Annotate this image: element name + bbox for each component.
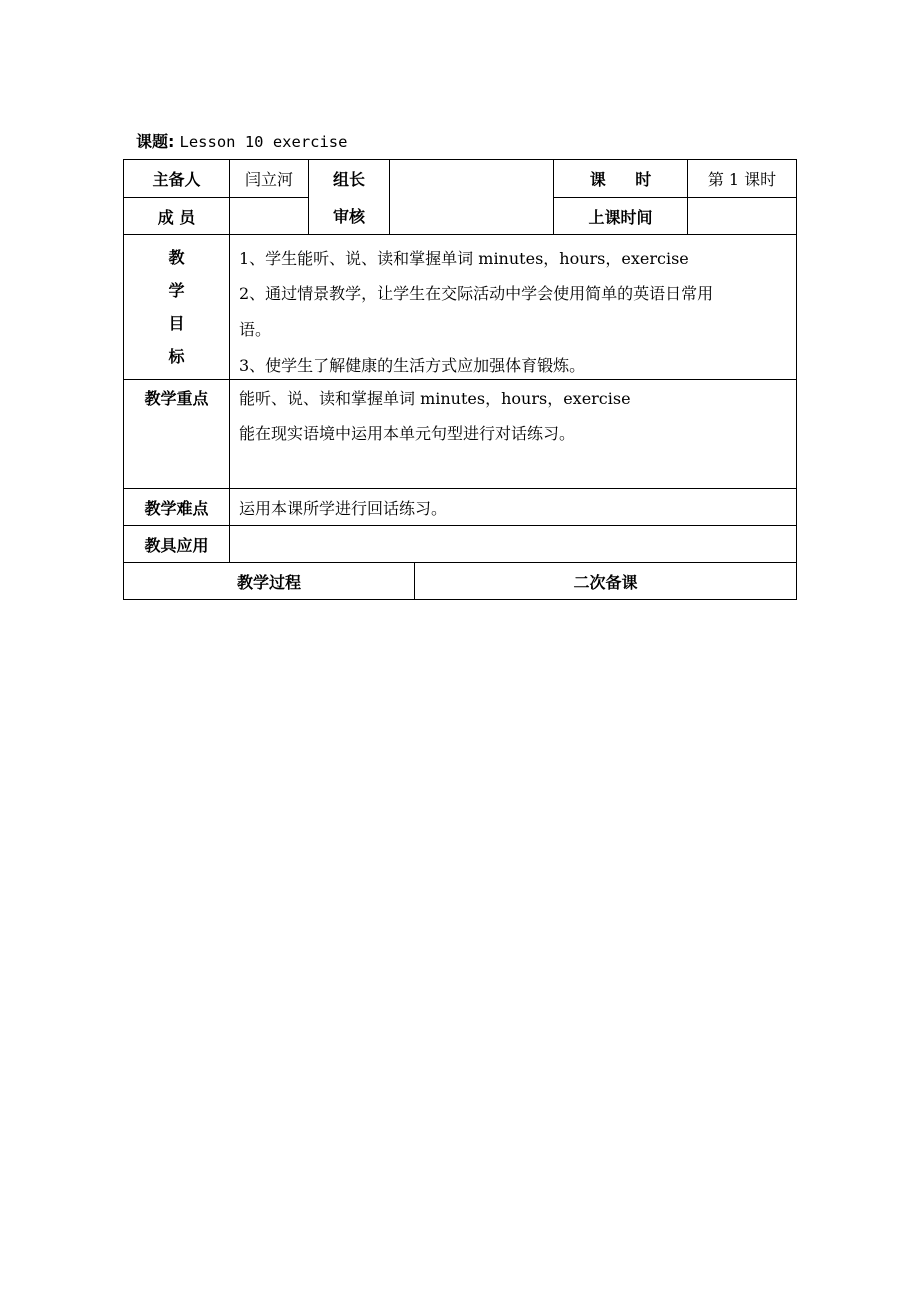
objectives-content-cell — [229, 234, 797, 380]
period-label-cell — [553, 159, 688, 198]
key-points-line: 能在现实语境中运用本单元句型进行对话练习。 — [239, 424, 576, 443]
teaching-aids-content-cell — [229, 525, 797, 563]
process-label: 教学过程 — [236, 572, 301, 592]
objectives-line: 3、使学生了解健康的生活方式应加强体育锻炼。 — [239, 356, 586, 375]
group-leader-value-cell — [389, 159, 554, 235]
difficulties-label-cell — [123, 488, 230, 526]
lesson-title-label: 课题: — [136, 132, 175, 151]
members-value-cell — [229, 197, 309, 235]
key-points-label-cell — [123, 379, 230, 489]
key-points-line: 能听、说、读和掌握单词 minutes，hours，exercise — [239, 389, 631, 408]
key-points-label: 教学重点 — [144, 389, 209, 408]
class-time-label: 上课时间 — [588, 207, 653, 227]
period-label: 课 时 — [589, 170, 664, 189]
period-value-cell — [687, 159, 797, 198]
members-label: 成 员 — [157, 207, 196, 227]
teaching-aids-label: 教具应用 — [144, 535, 209, 555]
class-time-label-cell — [553, 197, 688, 235]
objectives-line: 语。 — [239, 320, 272, 339]
difficulties-content-cell — [229, 488, 797, 526]
group-leader-label-top: 组长 — [332, 170, 365, 189]
process-header-cell — [123, 562, 415, 600]
teaching-aids-label-cell — [123, 525, 230, 563]
objectives-label-cell — [123, 234, 230, 380]
lesson-title-line — [136, 131, 347, 153]
lead-preparer-value-cell — [229, 159, 309, 198]
lead-preparer-label-cell — [123, 159, 230, 198]
lead-preparer-label: 主备人 — [152, 170, 201, 189]
difficulties-label: 教学难点 — [144, 498, 209, 518]
difficulties-value: 运用本课所学进行回话练习。 — [239, 498, 448, 518]
class-time-value-cell — [687, 197, 797, 235]
objectives-label-char: 教 — [168, 247, 185, 267]
key-points-content-cell — [229, 379, 797, 489]
lead-preparer-value: 闫立河 — [244, 170, 293, 189]
second-prep-label: 二次备课 — [573, 572, 638, 592]
objectives-label-char: 学 — [168, 280, 185, 300]
objectives-label-char: 目 — [168, 313, 185, 333]
members-label-cell — [123, 197, 230, 235]
objectives-label-char: 标 — [168, 346, 185, 366]
objectives-line: 1、学生能听、说、读和掌握单词 minutes，hours，exercise — [239, 249, 689, 268]
group-leader-label-bottom: 审核 — [332, 207, 365, 226]
period-value: 第 1 课时 — [707, 170, 777, 189]
second-prep-header-cell — [414, 562, 797, 600]
objectives-line: 2、通过情景教学，让学生在交际活动中学会使用简单的英语日常用 — [239, 284, 714, 303]
group-leader-label-cell — [308, 159, 390, 235]
lesson-title-text: Lesson 10 exercise — [179, 133, 348, 151]
